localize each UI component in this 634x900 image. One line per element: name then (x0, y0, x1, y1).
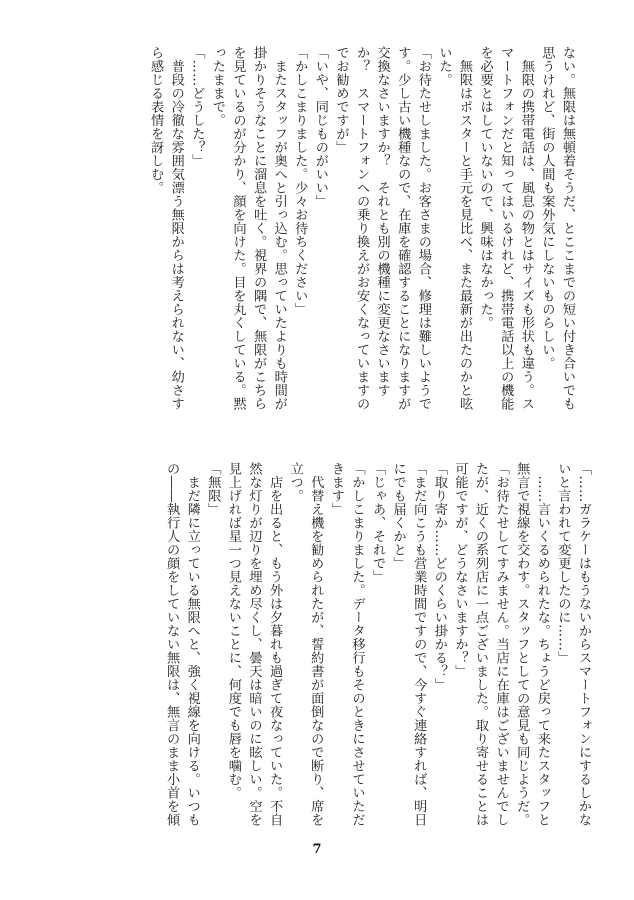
text-line: 普段の冷徹な雰囲気漂う無限からは考えられない、幼さす (168, 46, 184, 411)
text-line: 「じゃあ、それで」 (370, 462, 386, 584)
text-line: を見ているのが分かり、顔を向けた。目を丸くしている。黙 (230, 46, 246, 411)
text-line: か？ スマートフォンへの乗り換えがお安くなっていますの (354, 46, 370, 411)
text-line: またスタッフが奥へと引っ込む。思っていたよりも時間が (271, 46, 287, 411)
text-line: ……言いくるめられたな。ちょうど戻って来たスタッフと (534, 462, 550, 827)
text-line: 然な灯りが辺りを埋め尽くし、曇天は暗いのに眩しい。空を (246, 462, 262, 827)
text-line: 無限はポスターと手元を見比べ、また最新が出たのかと呟 (457, 46, 473, 411)
text-line: 無言で視線を交わす。スタッフとしての意見も同じようだ。 (514, 462, 530, 827)
text-line: 代替え機を勧められたが、誓約書が面倒なので断り、席を (308, 462, 324, 827)
text-line: 「かしこまりました。データ移行もそのときにさせていただ (349, 462, 365, 827)
text-line: にでも届くかと」 (390, 462, 406, 570)
text-line: たが、近くの系列店に一点ございました。取り寄せることは (473, 462, 489, 827)
text-line: 「……ガラケーはもうないからスマートフォンにするしかな (576, 462, 591, 827)
text-line: ない。無限は無頓着そうだ、とここまでの短い付き合いでも (560, 46, 575, 411)
upper-text-column (137, 46, 577, 429)
text-line: の――執行人の顔をしていない無限は、無言のまま小首を傾 (164, 462, 180, 827)
text-line: きます」 (328, 462, 344, 516)
text-line: 「まだ向こうも営業時間ですので、今すぐ連絡すれば、明日 (411, 462, 427, 827)
text-line: 「無限」 (205, 462, 221, 516)
text-line: いた。 (436, 46, 452, 87)
page-number: 7 (312, 842, 322, 857)
text-line: 「いや、同じものがいい」 (312, 46, 328, 208)
text-line: 「……どうした？」 (189, 46, 205, 168)
text-line: 「かしこまりました。少々お待ちください」 (292, 46, 308, 316)
text-line: 見上げれば星一つ見えないことに、何度でも唇を噛む。 (225, 462, 241, 800)
text-line: 可能ですが、どうなさいますか？」 (452, 462, 468, 678)
text-line: 「取り寄か……どのくらい掛かる？」 (431, 462, 447, 692)
text-line: いと言われて変更したのに……」 (555, 462, 571, 665)
text-line: まだ隣に立っている無限へと、強く視線を向ける。いつも (184, 462, 200, 827)
text-line: ら感じる表情を訝しむ。 (148, 46, 164, 195)
text-line: 「お待たせしてすみません。当店に在庫はございませんでし (493, 462, 509, 827)
lower-text-column (40, 462, 593, 845)
text-line: ったままで。 (209, 46, 225, 127)
text-line: 店を出ると、もう外は夕暮れも過ぎて夜なっていた。不自 (267, 462, 283, 827)
text-line: でお勧めですが」 (333, 46, 349, 154)
text-line: を必要とはしていないので、興味はなかった。 (477, 46, 493, 330)
text-line: 思うけれど、街の人間も案外気にしないものらしい。 (539, 46, 555, 370)
text-line: 「お待たせしました。お客さまの場合、修理は難しいようで (415, 46, 431, 411)
text-line: マートフォンだと知ってはいるけれど、携帯電話以上の機能 (498, 46, 514, 411)
text-line: 立つ。 (287, 462, 303, 503)
text-line: す。少し古い機種なので、在庫を確認することになりますが (395, 46, 411, 411)
text-line: 交換なさいますか？ それとも別の機種に変更なさいます (374, 46, 390, 397)
text-line: 無限の携帯電話は、風息の物とはサイズも形状も違う。ス (518, 46, 534, 411)
text-line: 掛かりそうなことに溜息を吐く。視界の隅で、無限がこちら (251, 46, 267, 411)
